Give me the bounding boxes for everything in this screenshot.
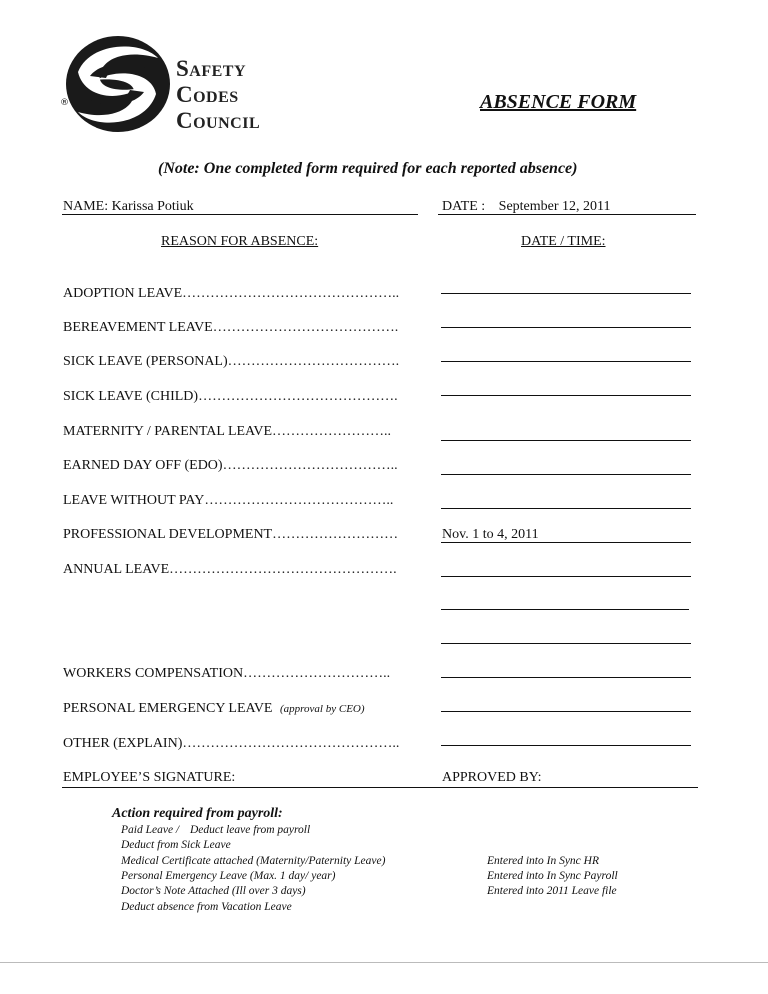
leave-row-annual: ANNUAL LEAVE…………………………………………. xyxy=(63,562,397,577)
leave-row-maternity: MATERNITY / PARENTAL LEAVE…………………….. xyxy=(63,424,392,439)
leave-row-sick-personal: SICK LEAVE (PERSONAL)………………………………. xyxy=(63,354,400,369)
payroll-item-text: Medical Certificate attached (Maternity/Paternity Leave) xyxy=(121,855,386,867)
leave-row-without-pay: LEAVE WITHOUT PAY………………………………….. xyxy=(63,493,394,508)
leave-line-adoption[interactable] xyxy=(441,293,691,294)
leave-line-other[interactable] xyxy=(441,745,691,746)
payroll-item-text: Deduct from Sick Leave xyxy=(121,839,231,851)
leave-value-professional-development: Nov. 1 to 4, 2011 xyxy=(442,527,539,542)
leave-row-adoption: ADOPTION LEAVE……………………………………….. xyxy=(63,286,400,301)
payroll-item-text: Entered into In Sync HR xyxy=(487,855,599,867)
name-label: NAME: xyxy=(63,199,109,214)
leave-line-workers-comp[interactable] xyxy=(441,677,691,678)
name-value: Karissa Potiuk xyxy=(111,199,194,214)
payroll-item-sync-payroll xyxy=(477,870,618,882)
payroll-item-emergency xyxy=(115,870,335,882)
leave-row-bereavement: BEREAVEMENT LEAVE…………………………………. xyxy=(63,320,399,335)
logo-line-1: Safety xyxy=(176,56,247,81)
leave-line-professional-development[interactable] xyxy=(441,542,691,543)
payroll-item-paid-leave xyxy=(115,824,310,836)
leave-line-annual-3[interactable] xyxy=(441,643,691,644)
leave-line-annual-2[interactable] xyxy=(441,609,689,610)
leave-line-bereavement[interactable] xyxy=(441,327,691,328)
payroll-item-text: Doctor’s Note Attached (Ill over 3 days) xyxy=(121,885,306,897)
page-title: ABSENCE FORM xyxy=(480,91,637,113)
payroll-item-leave-file xyxy=(477,885,617,897)
leave-line-personal-emergency[interactable] xyxy=(441,711,691,712)
payroll-item-medical xyxy=(115,855,385,867)
date-label: DATE : xyxy=(442,199,486,214)
name-underline xyxy=(62,214,418,215)
form-note: (Note: One completed form required for each reported absence) xyxy=(158,160,578,177)
date-field[interactable] xyxy=(442,199,611,215)
leave-line-edo[interactable] xyxy=(441,474,691,475)
leave-line-maternity[interactable] xyxy=(441,440,691,441)
payroll-item-text: Entered into 2011 Leave file xyxy=(487,885,617,897)
logo-line-2: Codes xyxy=(176,82,239,107)
employee-signature-label: EMPLOYEE’S SIGNATURE: xyxy=(63,770,236,785)
registered-mark: ® xyxy=(60,98,69,108)
leave-line-sick-personal[interactable] xyxy=(441,361,691,362)
leave-row-edo: EARNED DAY OFF (EDO)……………………………….. xyxy=(63,458,398,473)
leave-row-professional-development: PROFESSIONAL DEVELOPMENT……………………… xyxy=(63,527,399,542)
payroll-item-text: Deduct leave from payroll xyxy=(190,824,311,836)
date-underline xyxy=(438,214,696,215)
leave-row-sick-child: SICK LEAVE (CHILD)……………………………………. xyxy=(63,389,398,404)
payroll-item-text: Deduct absence from Vacation Leave xyxy=(121,901,292,913)
personal-emergency-label: PERSONAL EMERGENCY LEAVE xyxy=(63,701,273,716)
payroll-item-text: Entered into In Sync Payroll xyxy=(487,870,618,882)
payroll-item-text: Paid Leave / xyxy=(121,824,180,836)
leave-row-personal-emergency xyxy=(63,701,365,717)
approved-by-label: APPROVED BY: xyxy=(442,770,542,785)
logo xyxy=(60,32,280,142)
signature-line[interactable] xyxy=(62,787,698,788)
reason-header: REASON FOR ABSENCE: xyxy=(161,234,319,249)
payroll-item-vacation xyxy=(115,901,292,913)
payroll-item-sync-hr xyxy=(477,855,599,867)
name-field[interactable] xyxy=(63,199,194,215)
page-bottom-divider xyxy=(0,962,768,963)
payroll-title: Action required from payroll: xyxy=(112,806,283,821)
personal-emergency-note: (approval by CEO) xyxy=(280,703,365,715)
leave-row-workers-comp: WORKERS COMPENSATION………………………….. xyxy=(63,666,391,681)
payroll-item-doctor-note xyxy=(115,885,306,897)
leave-line-annual-1[interactable] xyxy=(441,576,691,577)
logo-line-3: Council xyxy=(176,108,261,133)
leave-line-without-pay[interactable] xyxy=(441,508,691,509)
payroll-item-text: Personal Emergency Leave (Max. 1 day/ year) xyxy=(121,870,336,882)
leave-row-other: OTHER (EXPLAIN)……………………………………….. xyxy=(63,736,400,751)
leave-line-sick-child[interactable] xyxy=(441,395,691,396)
datetime-header: DATE / TIME: xyxy=(521,234,606,249)
payroll-item-sick xyxy=(115,839,231,851)
logo-swirl-icon xyxy=(60,32,172,136)
date-value: September 12, 2011 xyxy=(498,199,611,214)
